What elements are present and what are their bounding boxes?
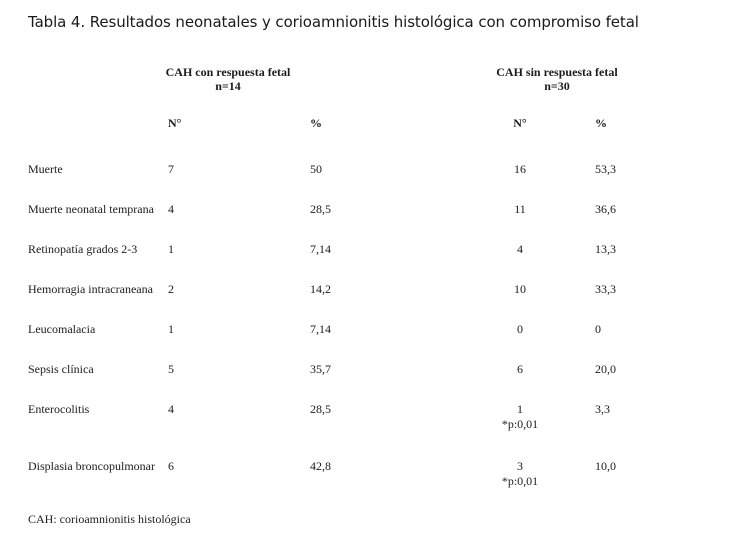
subheader-n-without: N° — [513, 116, 527, 130]
table-body — [28, 162, 704, 499]
cell-pct-with: 28,5 — [310, 202, 331, 216]
group-header-without-response — [447, 65, 667, 93]
cell-p-value-note: *p:0,01 — [501, 417, 539, 431]
cell-pct-with: 7,14 — [310, 242, 331, 256]
group-header-without-label: CAH sin respuesta fetal — [496, 65, 618, 79]
table-row-retinopatia — [28, 242, 704, 282]
group-header-without-n: n=30 — [544, 79, 570, 93]
row-label: Muerte neonatal temprana — [28, 202, 154, 216]
cell-n-without — [475, 242, 565, 282]
cell-pct-without: 33,3 — [595, 282, 616, 296]
cell-n-without — [475, 322, 565, 362]
table-row-displasia — [28, 459, 704, 499]
cell-n-with: 2 — [168, 282, 174, 296]
cell-n-with: 4 — [168, 202, 174, 216]
cell-pct-with: 28,5 — [310, 402, 331, 416]
cell-n-without-value: 3 — [517, 459, 523, 473]
cell-pct-without: 3,3 — [595, 402, 610, 416]
cell-pct-with: 14,2 — [310, 282, 331, 296]
row-label: Leucomalacia — [28, 322, 96, 336]
cell-pct-without: 10,0 — [595, 459, 616, 473]
cell-n-without — [475, 362, 565, 402]
group-header-with-n: n=14 — [215, 79, 241, 93]
subheader-pct-without: % — [595, 116, 607, 130]
cell-n-with: 5 — [168, 362, 174, 376]
cell-n-without — [475, 202, 565, 242]
row-label: Displasia broncopulmonar — [28, 459, 155, 473]
cell-n-without — [475, 162, 565, 202]
row-label: Retinopatía grados 2-3 — [28, 242, 138, 256]
cell-n-with: 6 — [168, 459, 174, 473]
subheader-pct-with: % — [310, 116, 322, 130]
group-header-with-response — [118, 65, 338, 93]
cell-n-without — [475, 459, 565, 499]
table-row-leucomalacia — [28, 322, 704, 362]
subheader-row — [28, 116, 704, 130]
table-row-muerte-neonatal — [28, 202, 704, 242]
cell-pct-without: 0 — [595, 322, 601, 336]
cell-n-without-value: 6 — [517, 362, 523, 376]
cell-pct-without: 53,3 — [595, 162, 616, 176]
table-footnote: CAH: corioamnionitis histológica — [28, 512, 191, 526]
table-row-hemorragia — [28, 282, 704, 322]
cell-n-without-value: 0 — [517, 322, 523, 336]
cell-n-without-value: 10 — [514, 282, 526, 296]
row-label: Enterocolitis — [28, 402, 90, 416]
cell-n-without-value: 11 — [514, 202, 526, 216]
cell-pct-without: 13,3 — [595, 242, 616, 256]
cell-p-value-note: *p:0,01 — [501, 474, 539, 488]
cell-pct-without: 20,0 — [595, 362, 616, 376]
cell-pct-without: 36,6 — [595, 202, 616, 216]
table-title: Tabla 4. Resultados neonatales y corioamnionitis histológica con compromiso fetal — [28, 13, 639, 31]
cell-n-without-value: 4 — [517, 242, 523, 256]
table-row-enterocolitis — [28, 402, 704, 459]
cell-n-with: 1 — [168, 322, 174, 336]
cell-pct-with: 35,7 — [310, 362, 331, 376]
row-label: Sepsis clínica — [28, 362, 94, 376]
cell-n-without-value: 16 — [514, 162, 526, 176]
cell-n-with: 7 — [168, 162, 174, 176]
cell-n-without — [475, 402, 565, 459]
cell-pct-with: 50 — [310, 162, 322, 176]
cell-pct-with: 42,8 — [310, 459, 331, 473]
cell-n-with: 4 — [168, 402, 174, 416]
table-row-muerte — [28, 162, 704, 202]
cell-n-without — [475, 282, 565, 322]
table-row-sepsis — [28, 362, 704, 402]
group-header-with-label: CAH con respuesta fetal — [165, 65, 291, 79]
subheader-n-with: N° — [168, 116, 182, 130]
cell-n-with: 1 — [168, 242, 174, 256]
subheader-spacer — [28, 116, 168, 130]
cell-n-without-value: 1 — [517, 402, 523, 416]
row-label: Hemorragia intracraneana — [28, 282, 153, 296]
row-label: Muerte — [28, 162, 63, 176]
cell-pct-with: 7,14 — [310, 322, 331, 336]
